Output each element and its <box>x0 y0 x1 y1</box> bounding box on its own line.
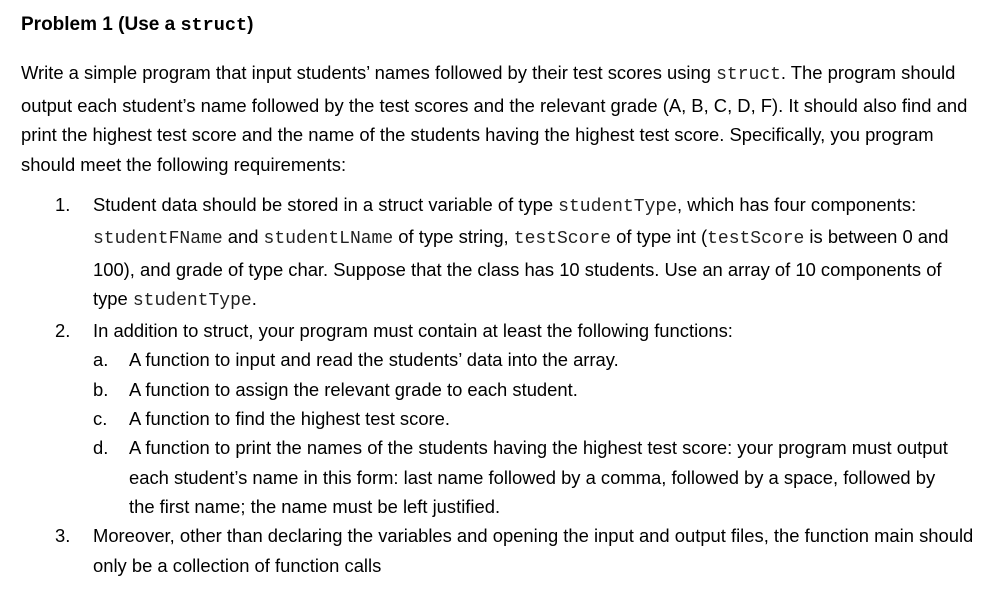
sub-requirement-text: A function to input and read the students’ data into the array. <box>129 349 619 371</box>
sub-requirement-letter: d. <box>93 437 109 459</box>
sub-requirement-text: A function to find the highest test score. <box>129 408 451 430</box>
requirement-number: 1. <box>55 194 71 215</box>
sub-requirement-text: A function to assign the relevant grade to each student. <box>129 378 578 400</box>
intro-text-2: . The program should output each student’s name followed by the test scores and the relevant grade (A, B, C, D, F). It should also find and print the highest test score and the name of the students having the highest test score. Specifically, you program should meet the following requirements: <box>21 62 968 175</box>
requirements-list <box>0 190 995 580</box>
sub-requirement-a <box>0 345 995 374</box>
requirement-text: of type string, <box>393 226 514 248</box>
requirement-number: 3. <box>55 525 71 547</box>
sub-requirement-c <box>0 404 995 433</box>
requirement-text: is between 0 and 100), and grade of type char. Suppose that the class has 10 students. Use an array of 10 components of type <box>93 226 949 309</box>
sub-requirement-text: A function to print the names of the students having the highest test score: your program must output each student’s name in this form: last name followed by a comma, followed by a space, followed by the first name; the name must be left justified. <box>129 437 948 517</box>
requirement-text: Student data should be stored in a struct variable of type <box>93 194 559 215</box>
code-term: studentFName <box>93 229 223 250</box>
code-term: testScore <box>513 229 611 250</box>
requirement-text: Moreover, other than declaring the variables and opening the input and output files, the function main should only be a collection of function calls <box>93 525 974 576</box>
problem-title-suffix: ) <box>247 14 254 35</box>
requirement-text: . <box>251 287 257 309</box>
sub-requirement-letter: a. <box>93 349 109 371</box>
sub-requirement-b <box>0 375 995 404</box>
intro-text-1: Write a simple program that input students’ names followed by their test scores using <box>21 62 717 83</box>
requirement-text: , which has four components: <box>677 194 917 215</box>
code-term: testScore <box>707 229 805 250</box>
problem-title <box>21 12 253 39</box>
requirement-text: of type int ( <box>611 226 708 248</box>
requirement-item-2 <box>0 316 995 345</box>
problem-title-code: struct <box>180 15 248 36</box>
requirement-item-1 <box>0 190 995 316</box>
requirement-text: and <box>222 226 264 248</box>
requirement-number: 2. <box>55 320 71 342</box>
sub-requirement-letter: b. <box>93 378 109 400</box>
code-term: studentLName <box>263 229 394 250</box>
intro-code-struct: struct <box>716 65 781 85</box>
code-term: studentType <box>132 290 252 311</box>
requirement-text: In addition to struct, your program must contain at least the following functions: <box>93 320 733 342</box>
sub-requirement-d <box>0 433 995 521</box>
problem-title-prefix: Problem 1 (Use a <box>21 14 181 35</box>
sub-requirement-letter: c. <box>93 408 108 430</box>
code-term: studentType <box>558 197 677 217</box>
intro-paragraph <box>21 58 976 179</box>
requirement-item-3 <box>0 521 995 580</box>
